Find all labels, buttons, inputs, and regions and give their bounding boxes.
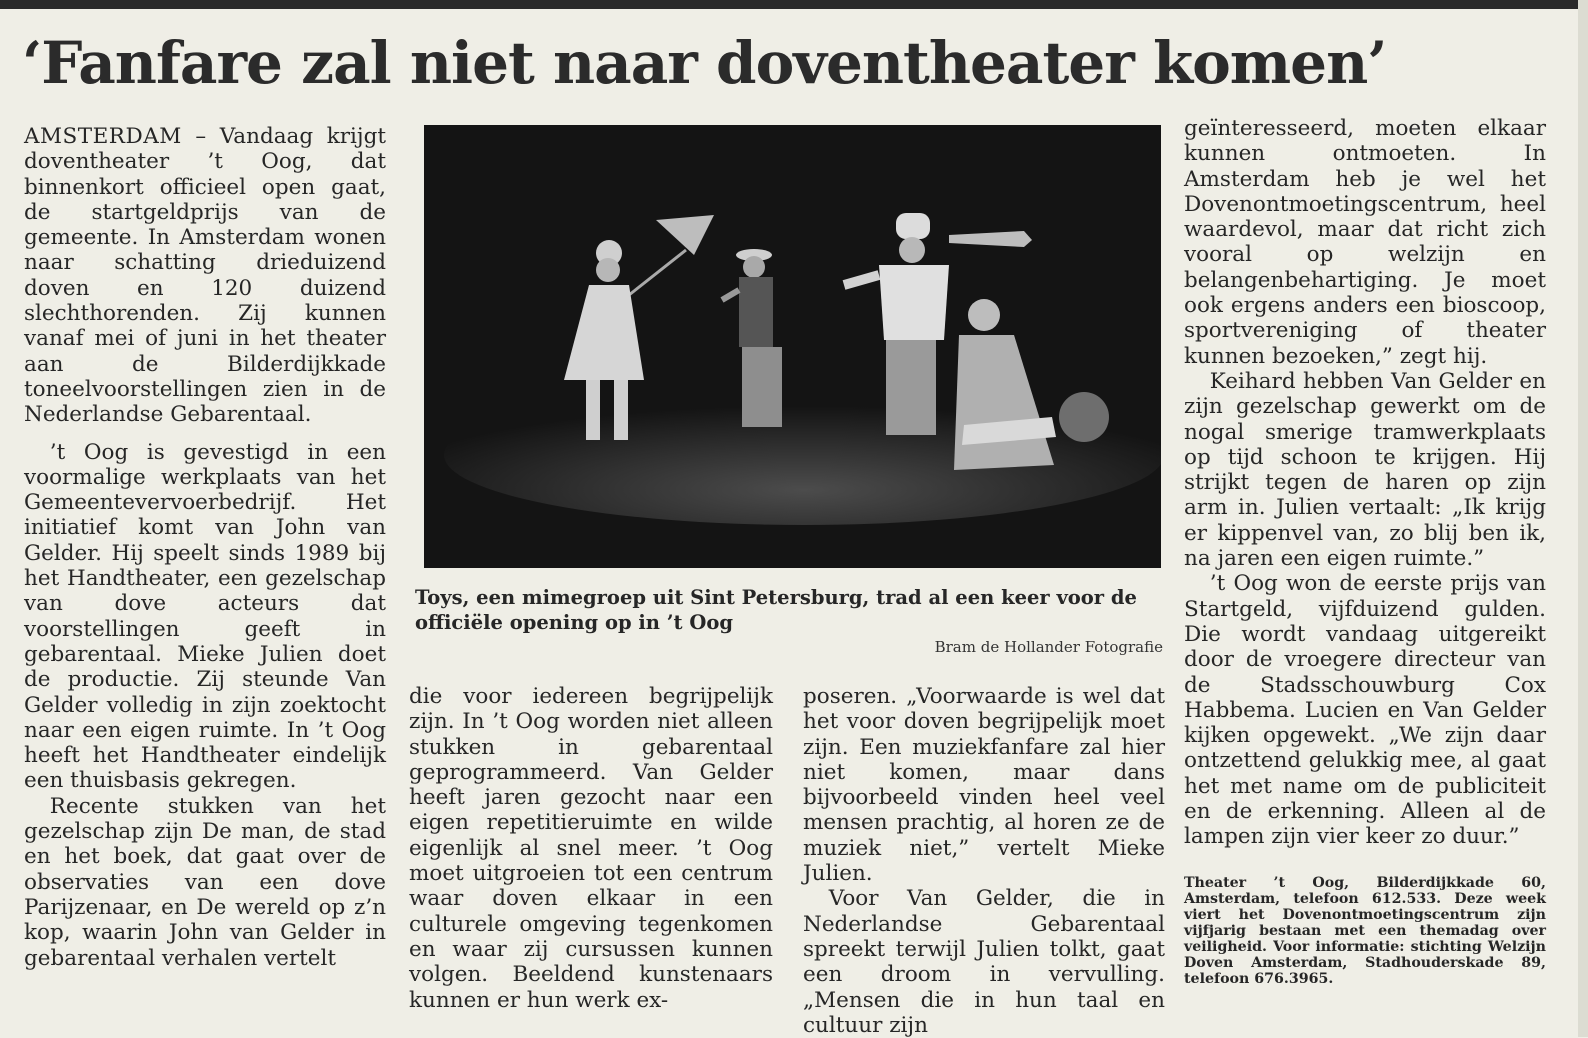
- article-column-2: [409, 684, 773, 1013]
- article-column-4: [1184, 116, 1546, 850]
- article-column-3: [803, 684, 1165, 1038]
- photo-caption: Toys, een mimegroep uit Sint Petersburg, trad al een keer voor de officiële opening op in ’t Oog: [415, 586, 1137, 634]
- paragraph: Voor Van Gelder, die in Nederlandse Gebarentaal spreekt terwijl Julien tolkt, gaat een droom in vervulling. „Mensen die in hun taal en cultuur zijn: [803, 886, 1165, 1038]
- headline: ‘Fanfare zal niet naar doventheater komen’: [22, 29, 1387, 97]
- paragraph: ’t Oog is gevestigd in een voormalige werkplaats van het Gemeentevervoerbedrijf. Het initiatief komt van John van Gelder. Hij speelt sinds 1989 bij het Handtheater, een gezelschap van dove acteurs dat voorstellingen geeft in gebarentaal. Mieke Julien doet de productie. Zij steunde Van Gelder volledig in zijn zoektocht naar een eigen ruimte. In ’t Oog heeft het Handtheater eindelijk een thuisbasis gekregen.: [24, 439, 386, 794]
- article-column-1: [24, 124, 386, 971]
- stage-photo: [424, 125, 1161, 568]
- dateline: AMSTERDAM: [24, 124, 182, 149]
- paragraph: poseren. „Voorwaarde is wel dat het voor doven begrijpelijk moet zijn. Een muziekfanfare zal hier niet komen, maar dans bijvoorbeeld vinden heel veel mensen prachtig, al horen ze de muziek niet,” vertelt Mieke Julien.: [803, 684, 1165, 887]
- paragraph: Keihard hebben Van Gelder en zijn gezelschap gewerkt om de nogal smerige tramwerkplaats op tijd schoon te krijgen. Hij strijkt tegen de haren op zijn arm in. Julien vertaalt: „Ik krijg er kippenvel van, zo blij ben ik, na jaren een eigen ruimte.”: [1184, 368, 1546, 572]
- info-box: Theater ’t Oog, Bilderdijkkade 60, Amsterdam, telefoon 612.533. Deze week viert het Dovenontmoetingscentrum zijn vijfjarig bestaan met een themadag over veiligheid. Voor informatie: stichting Welzijn Doven Amsterdam, Stadhouderskade 89, telefoon 676.3965.: [1184, 875, 1546, 987]
- paragraph-text: – Vandaag krijgt doventheater ’t Oog, dat binnenkort officieel open gaat, de startgeldprijs van de gemeente. In Amsterdam wonen naar schatting drieduizend doven en 120 duizend slechthorenden. Zij kunnen vanaf mei of juni in het theater aan de Bilderdijkkade toneelvoorstellingen zien in de Nederlandse Gebarentaal.: [24, 124, 386, 428]
- photo-credit: Bram de Hollander Fotografie: [934, 638, 1163, 656]
- paragraph: ’t Oog won de eerste prijs van Startgeld, vijfduizend gulden. Die wordt vandaag uitgereikt door de vroegere directeur van de Stadsschouwburg Cox Habbema. Lucien en Van Gelder kijken opgewekt. „We zijn daar ontzettend gelukkig mee, al gaat het met name om de publiciteit en de erkenning. Alleen al de lampen zijn vier keer zo duur.”: [1184, 571, 1546, 850]
- paragraph: [24, 124, 386, 428]
- paragraph: geïnteresseerd, moeten elkaar kunnen ontmoeten. In Amsterdam heb je wel het Dovenontmoetingscentrum, heel waardevol, maar dat richt zich vooral op welzijn en belangenbehartiging. Je moet ook ergens anders een bioscoop, sportvereniging of theater kunnen bezoeken,” zegt hij.: [1184, 116, 1546, 369]
- page-edge: [1578, 0, 1588, 1037]
- mime-performance-image: [424, 125, 1161, 568]
- top-rule: [0, 0, 1588, 9]
- paragraph: Recente stukken van het gezelschap zijn De man, de stad en het boek, dat gaat over de observaties van een dove Parijzenaar, en De wereld op z’n kop, waarin John van Gelder in gebarentaal verhalen vertelt: [24, 793, 386, 971]
- paragraph: die voor iedereen begrijpelijk zijn. In ’t Oog worden niet alleen stukken in gebarentaal geprogrammeerd. Van Gelder heeft jaren gezocht naar een eigen repetitieruimte en wilde eigenlijk al snel meer. ’t Oog moet uitgroeien tot een centrum waar doven elkaar in een culturele omgeving tegenkomen en waar zij cursussen kunnen volgen. Beeldend kunstenaars kunnen er hun werk ex-: [409, 684, 773, 1013]
